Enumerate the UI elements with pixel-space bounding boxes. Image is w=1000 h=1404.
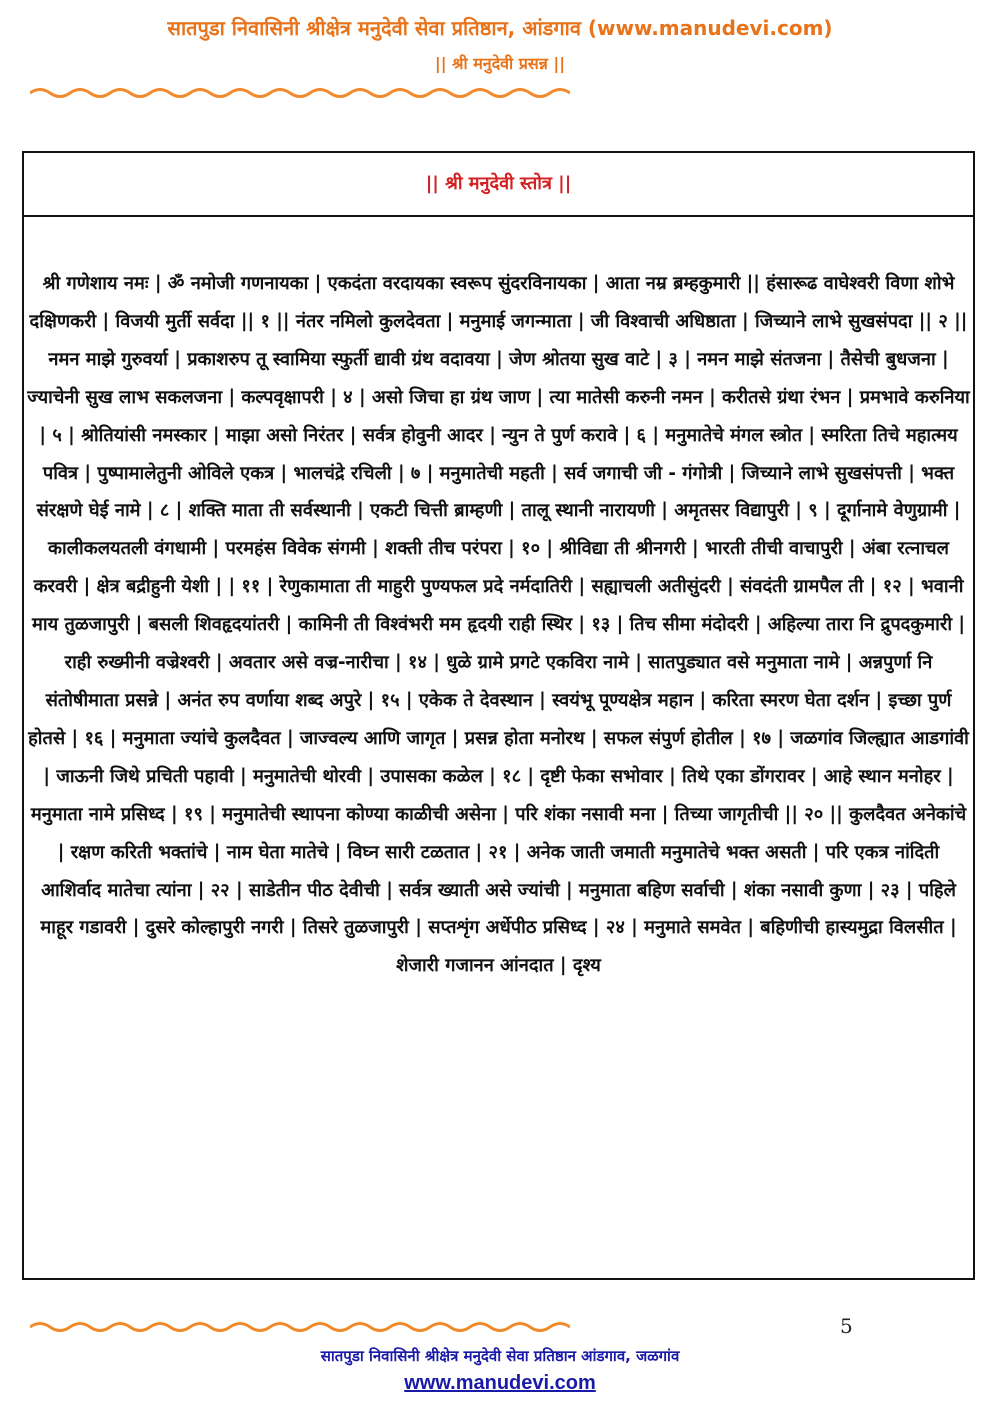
stotra-box	[22, 151, 975, 1280]
footer-text: सातपुडा निवासिनी श्रीक्षेत्र मनुदेवी सेवा प्रतिष्ठान आंडगाव, जळगांव	[320, 1347, 680, 1365]
header-title: सातपुडा निवासिनी श्रीक्षेत्र मनुदेवी सेवा प्रतिष्ठान, आंडगाव (www.manudevi.com)	[167, 16, 833, 40]
stotra-title: || श्री मनुदेवी स्तोत्र ||	[24, 153, 973, 217]
page-number: 5	[840, 1314, 853, 1338]
stotra-body: श्री गणेशाय नमः | ॐ नमोजी गणनायका | एकदंता वरदायका स्वरूप सुंदरविनायका | आता नम्र ब्रम्हकुमारी || हंसारूढ वाघेश्वरी विणा शोभे दक्षिणकरी | विजयी मुर्ती सर्वदा || १ || नंतर नमिलो कुलदेवता | मनुमाई जगन्माता | जी विश्वाची अधिष्ठाता | जिच्याने लाभे सुखसंपदा || २ || नमन माझे गुरुवर्या | प्रकाशरुप तू स्वामिया स्फुर्ती द्यावी ग्रंथ वदावया | जेण श्रोतया सुख वाटे | ३ | नमन माझे संतजना | तैसेची बुधजना | ज्याचेनी सुख लाभ सकलजना | कल्पवृक्षापरी | ४ | असो जिचा हा ग्रंथ जाण | त्या मातेसी करुनी नमन | करीतसे ग्रंथा रंभन | प्रमभावे करुनिया | ५ | श्रोतियांसी नमस्कार | माझा असो निरंतर | सर्वत्र होवुनी आदर | न्युन ते पुर्ण करावे | ६ | मनुमातेचे मंगल स्त्रोत | स्मरिता तिचे महात्मय पवित्र | पुष्पामालेतुनी ओविले एकत्र | भालचंद्रे रचिली | ७ | मनुमातेची महती | सर्व जगाची जी - गंगोत्री | जिच्याने लाभे सुखसंपत्ती | भक्त संरक्षणे घेई नामे | ८ | शक्ति माता ती सर्वस्थानी | एकटी चित्ती ब्राम्हणी | तालू स्थानी नारायणी | अमृतसर विद्यापुरी | ९ | दूर्गानामे वेणुग्रामी | कालीकलयतली वंगधामी | परमहंस विवेक संगमी | शक्ती तीच परंपरा | १० | श्रीविद्या ती श्रीनगरी | भारती तीची वाचापुरी | अंबा रत्नाचल करवरी | क्षेत्र बद्रीहुनी येशी | | ११ | रेणुकामाता ती माहुरी पुण्यफल प्रदे नर्मदातिरी | सह्याचली अतीसुंदरी | संवदंती ग्रामपैल ती | १२ | भवानी माय तुळजापुरी | बसली शिवहृदयांतरी | कामिनी ती विश्वंभरी मम हृदयी राही स्थिर | १३ | तिच सीमा मंदोदरी | अहिल्या तारा नि द्रुपदकुमारी | राही रुख्मीनी वज्रेश्वरी | अवतार असे वज्र-नारीचा | १४ | धुळे ग्रामे प्रगटे एकविरा नामे | सातपुड्यात वसे मनुमाता नामे | अन्नपुर्णा नि संतोषीमाता प्रसन्ने | अनंत रुप वर्णाया शब्द अपुरे | १५ | एकेक ते देवस्थान | स्वयंभू पूण्यक्षेत्र महान | करिता स्मरण घेता दर्शन | इच्छा पुर्ण होतसे | १६ | मनुमाता ज्यांचे कुलदैवत | जाज्वल्य आणि जागृत | प्रसन्न होता मनोरथ | सफल संपुर्ण होतील | १७ | जळगांव जिल्ह्यात आडगांवी | जाऊनी जिथे प्रचिती पहावी | मनुमातेची थोरवी | उपासका कळेल | १८ | दृष्टी फेका सभोवार | तिथे एका डोंगरावर | आहे स्थान मनोहर | मनुमाता नामे प्रसिध्द | १९ | मनुमातेची स्थापना कोण्या काळीची असेना | परि शंका नसावी मना | तिच्या जागृतीची || २० || कुलदैवत अनेकांचे | रक्षण करिती भक्तांचे | नाम घेता मातेचे | विघ्न सारी टळतात | २१ | अनेक जाती जमाती मनुमातेचे भक्त असती | परि एकत्र नांदिती आशिर्वाद मातेचा त्यांना | २२ | साडेतीन पीठ देवीची | सर्वत्र ख्याती असे ज्यांची | मनुमाता बहिण सर्वाची | शंका नसावी कुणा | २३ | पहिले माहूर गडावरी | दुसरे कोल्हापुरी नगरी | तिसरे तुळजापुरी | सप्तशृंग अर्धेपीठ प्रसिध्द | २४ | मनुमाते समवेत | बहिणीची हास्यमुद्रा विलसीत | शेजारी गजानन आंनदात | दृश्य	[27, 273, 970, 977]
bottom-wave-divider	[30, 1320, 570, 1334]
footer-url-link[interactable]: www.manudevi.com	[404, 1372, 596, 1394]
top-wave-divider	[30, 86, 570, 100]
header-subtitle: || श्री मनुदेवी प्रसन्न ||	[434, 54, 566, 73]
